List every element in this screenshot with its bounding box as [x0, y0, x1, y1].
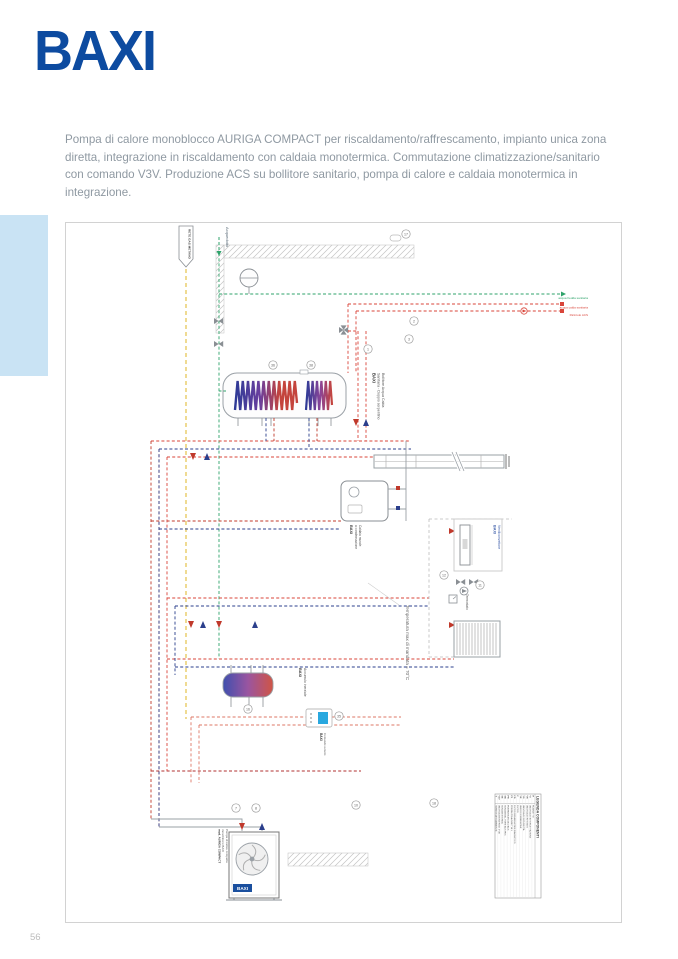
marker — [364, 345, 372, 353]
svg-text:mod. AURIGA COMPACT: mod. AURIGA COMPACT — [217, 829, 222, 864]
svg-text:R: R — [531, 795, 534, 798]
svg-text:VALVOLA DI RITEGNO: VALVOLA DI RITEGNO — [525, 805, 528, 828]
svg-text:Sanitaria - Doppio serpentino: Sanitaria - Doppio serpentino — [376, 373, 381, 420]
marker — [252, 804, 260, 812]
heat-pump-connections — [151, 819, 265, 831]
wall-hatch-bottom — [288, 853, 368, 866]
dhw-cylinder-label — [371, 373, 385, 420]
svg-text:8: 8 — [255, 806, 257, 811]
marker — [410, 317, 418, 325]
legend-title: LEGENDA COMPONENTI — [535, 796, 540, 838]
gas-banner-label: RETE GAS METANO — [187, 229, 192, 259]
svg-text:SONDA BOLLITORE ACS PDC: SONDA BOLLITORE ACS PDC — [503, 805, 506, 836]
svg-text:BAXI: BAXI — [371, 373, 377, 384]
svg-text:VI: VI — [528, 795, 531, 798]
svg-text:SB: SB — [503, 795, 506, 799]
svg-text:Bollitore Acqua Calda: Bollitore Acqua Calda — [381, 373, 385, 408]
svg-text:38: 38 — [309, 363, 313, 368]
svg-text:V3V: V3V — [497, 795, 500, 800]
intro-paragraph: Pompa di calore monoblocco AURIGA COMPACT per riscaldamento/raffrescamento, impianto unica zona diretta, integrazione in riscaldamento con caldaia monotermica. Commutazione climatizzazione/sanitario con comando V3V. Produzione ACS su bollitore sanitario, pompa di calore e caldaia monotermica in integrazione. — [65, 133, 607, 199]
marker — [335, 712, 343, 720]
svg-text:Pompa di calore compatta: Pompa di calore compatta — [225, 829, 229, 863]
marker — [402, 230, 410, 238]
svg-text:P1: P1 — [509, 795, 512, 799]
recirc-label: Ricircolo ACS — [569, 313, 588, 317]
svg-text:VALVOLA DI SICUREZZA: VALVOLA DI SICUREZZA — [522, 805, 525, 831]
svg-text:VR: VR — [525, 795, 528, 799]
svg-text:Caldaia murale: Caldaia murale — [358, 525, 362, 547]
page-number: 56 — [30, 932, 41, 943]
svg-text:16: 16 — [246, 707, 250, 712]
svg-text:17: 17 — [404, 232, 408, 237]
acquedotto-label: Acquedotto — [225, 227, 230, 248]
svg-text:10: 10 — [354, 803, 358, 808]
hot-water-label: acqua calda sanitaria — [559, 305, 588, 310]
svg-text:FD: FD — [512, 795, 515, 799]
svg-text:3: 3 — [408, 337, 410, 342]
svg-text:a condensazione: a condensazione — [353, 525, 358, 550]
svg-text:BAXI: BAXI — [492, 525, 497, 535]
marker — [352, 801, 360, 809]
svg-text:12: 12 — [442, 573, 446, 578]
svg-text:Ventilconvettore: Ventilconvettore — [497, 525, 501, 550]
svg-text:BAXI: BAXI — [319, 733, 324, 741]
svg-text:SONDA ESTERNA: SONDA ESTERNA — [500, 805, 503, 824]
svg-text:35: 35 — [337, 714, 341, 719]
thermostat-label — [465, 594, 469, 610]
heat-pump-unit — [226, 832, 282, 900]
marker — [440, 571, 448, 579]
svg-text:TERMOSTATO AMBIENTE: TERMOSTATO AMBIENTE — [494, 805, 497, 832]
marker — [244, 705, 252, 713]
marker — [476, 581, 484, 589]
svg-text:Comando remoto: Comando remoto — [323, 733, 327, 756]
gas-banner — [179, 226, 193, 267]
svg-text:18: 18 — [432, 801, 436, 806]
baxi-logo: BAXI — [34, 19, 156, 83]
heat-pump-badge: BAXI — [237, 886, 248, 891]
radiator-panel — [454, 621, 500, 657]
radiator-horizontal — [353, 419, 509, 471]
svg-text:VS: VS — [522, 795, 525, 799]
marker — [232, 804, 240, 812]
svg-text:2: 2 — [413, 319, 415, 324]
svg-text:Accumulo inerziale: Accumulo inerziale — [303, 668, 307, 697]
boiler-label — [349, 525, 362, 549]
thermostat — [449, 595, 457, 603]
valve-cluster — [456, 579, 478, 595]
svg-text:POMPA RICIRCOLO ACS: POMPA RICIRCOLO ACS — [506, 805, 509, 831]
marker — [430, 799, 438, 807]
legend-table — [495, 794, 542, 898]
marker — [269, 361, 277, 369]
diagram-frame — [65, 222, 622, 923]
cold-water-label: acqua fredda sanitaria — [558, 296, 588, 300]
svg-text:36: 36 — [271, 363, 275, 368]
buffer-tank — [223, 665, 273, 707]
svg-text:FILTRO: FILTRO — [516, 805, 518, 813]
sidebar-accent-band — [0, 215, 48, 376]
remote-controller-label — [319, 733, 327, 756]
svg-text:7: 7 — [235, 806, 237, 811]
svg-text:T: T — [494, 795, 497, 797]
svg-text:POMPA ZONA DIRETTA 1: POMPA ZONA DIRETTA 1 — [509, 805, 512, 831]
svg-text:VALVOLA DI INTERCETTAZIONE: VALVOLA DI INTERCETTAZIONE — [528, 805, 531, 839]
svg-text:VALVOLA DEVIATRICE 3 VIE: VALVOLA DEVIATRICE 3 VIE — [497, 805, 500, 835]
svg-text:RUBINETTO: RUBINETTO — [531, 805, 534, 818]
svg-text:F: F — [516, 795, 518, 797]
svg-text:Temperatura max di mandata = 7: Temperatura max di mandata = 70°C — [405, 605, 410, 681]
hydraulic-schematic — [66, 223, 621, 921]
svg-text:11: 11 — [478, 583, 482, 588]
svg-text:VASO DI ESPANSIONE: VASO DI ESPANSIONE — [519, 805, 522, 829]
wall-hatch-top — [216, 245, 414, 333]
temp-note — [405, 605, 410, 681]
svg-text:1: 1 — [367, 347, 369, 352]
svg-text:BAXI: BAXI — [349, 525, 353, 535]
svg-text:monoblocco BAXI: monoblocco BAXI — [221, 829, 226, 852]
buffer-tank-label — [298, 668, 307, 697]
svg-text:Termostato: Termostato — [465, 594, 469, 610]
marker — [405, 335, 413, 343]
svg-text:SE: SE — [500, 795, 503, 799]
marker — [307, 361, 315, 369]
svg-text:VE: VE — [519, 795, 522, 799]
heat-pump-label — [217, 829, 229, 863]
svg-text:BAXI: BAXI — [298, 668, 303, 678]
svg-text:FILTRO DEFANGATORE MAGNETICO: FILTRO DEFANGATORE MAGNETICO — [512, 805, 515, 844]
boiler — [341, 441, 406, 521]
svg-text:PR: PR — [506, 795, 509, 799]
dhw-cylinder — [219, 370, 346, 426]
remote-controller — [306, 709, 332, 727]
